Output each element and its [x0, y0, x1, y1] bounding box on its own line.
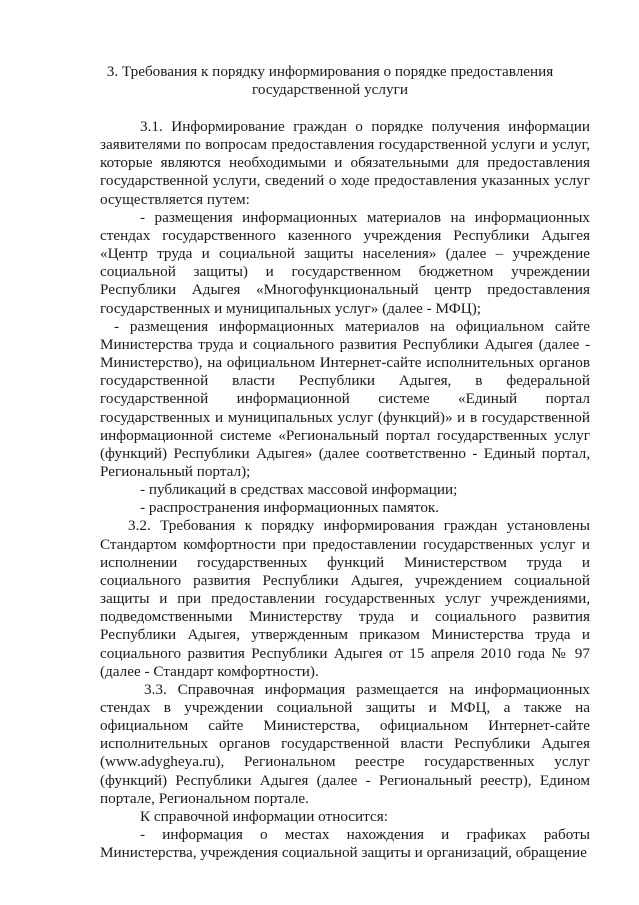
- section-heading-line-2: государственной услуги: [252, 81, 408, 98]
- list-item-media: - публикаций в средствах массовой информации;: [140, 481, 458, 499]
- list-item-locations: - информация о местах нахождения и графиках работы Министерства, учреждения социальной защиты и организаций, обращение: [100, 826, 590, 862]
- list-item-websites: - размещения информационных материалов на официальном сайте Министерства труда и социального развития Республики Адыгея (далее - Министерство), на официальном Интернет-сайте исполнительных органов государственной власти Республики Адыгея, в федеральной государственной информационной системе «Единый портал государственных и муниципальных услуг (функций)» и в государственной информационной системе «Региональный портал государственных услуг (функций) Республики Адыгея» (далее соответственно - Единый портал, Региональный портал);: [100, 317, 590, 480]
- list-item-stands: - размещения информационных материалов на информационных стендах государственного казенного учреждения Республики Адыгея «Центр труда и социальной защиты населения» (далее – учреждение социальной защиты) и государственном бюджетном учреждении Республики Адыгея «Многофункциональный центр предоставления государственных и муниципальных услуг» (далее - МФЦ);: [100, 208, 590, 317]
- paragraph-3-1: 3.1. Информирование граждан о порядке получения информации заявителями по вопросам предоставления государственной услуги и услуг, которые являются необходимыми и обязательными для предоставления государственной услуги, сведений о ходе предоставления указанных услуг осуществляется путем:: [100, 118, 590, 208]
- section-body: [100, 118, 590, 862]
- reference-info-intro: К справочной информации относится:: [140, 807, 388, 825]
- paragraph-3-2: 3.2. Требования к порядку информирования граждан установлены Стандартом комфортности при предоставлении государственных услуг и исполнении государственных функций Министерством труда и социального развития Республики Адыгея, учреждением социальной защиты и при предоставлении государственных услуг учреждениями, подведомственными Министерству труда и социального развития Республики Адыгея, утвержденным приказом Министерства труда и социального развития Республики Адыгея от 15 апреля 2010 года № 97 (далее - Стандарт комфортности).: [100, 517, 590, 680]
- list-item-leaflets: - распространения информационных памяток.: [140, 499, 440, 517]
- paragraph-3-3: 3.3. Справочная информация размещается на информационных стендах в учреждении социальной защиты и МФЦ, а также на официальном сайте Министерства, официальном Интернет-сайте исполнительных органов государственной власти Республики Адыгея (www.adygheya.ru), Региональном реестре государственных услуг (функций) Республики Адыгея (далее - Региональный реестр), Едином портале, Региональном портале.: [100, 680, 590, 807]
- section-heading-line-1: 3. Требования к порядку информирования о порядке предоставления: [106, 63, 554, 80]
- section-heading: [100, 63, 560, 99]
